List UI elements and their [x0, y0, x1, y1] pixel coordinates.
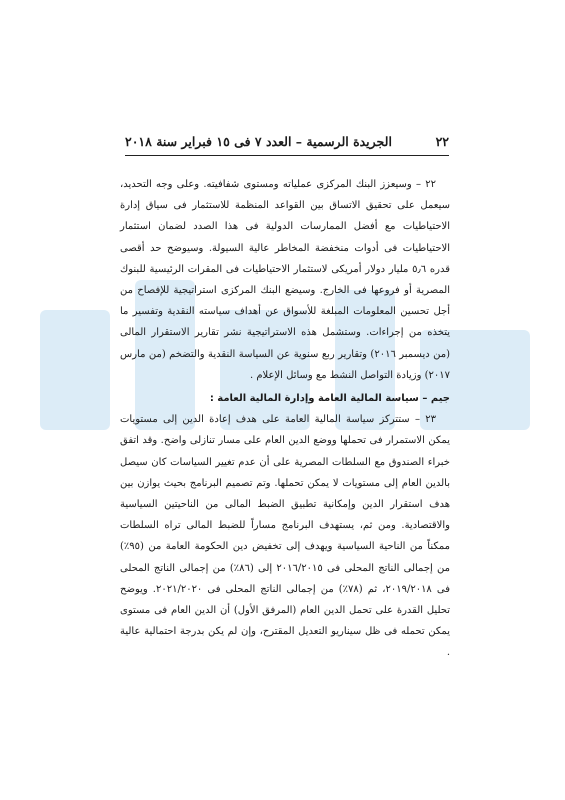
body-text [120, 174, 450, 664]
section-heading: جيم – سياسة المالية العامة وإدارة المالية العامة : [209, 393, 450, 405]
page-number: ٢٢ [435, 133, 449, 149]
issue-info: الجريدة الرسمية – العدد ٧ فى ١٥ فبراير سنة ٢٠١٨ [125, 133, 392, 149]
header-divider [125, 155, 449, 156]
page-header [125, 130, 449, 152]
paragraph-22: ٢٢ – وسيعزز البنك المركزى عملياته ومستوى شفافيته. وعلى وجه التحديد، سيعمل على تحقيق الاتساق بين القواعد المنظمة للاستثمار فى سياق إدارة الاحتياطيات مع أفضل الممارسات الدولية فى هذا الصدد لضمان استثمار الاحتياطيات فى أدوات منخفضة المخاطر عالية السيولة. وسيوضح حد أقصى قدره ٥٫٦ مليار دولار أمريكى لاستثمار الاحتياطيات فى المقرات الرئيسية للبنوك المصرية أو فروعها فى الخارج. وسيضع البنك المركزى استراتيجية للإفصاح من أجل تحسين المعلومات المبلغة للأسواق عن أهداف سياسته النقدية وتفسير ما يتخذه من إجراءات. وستشمل هذه الاستراتيجية نشر تقارير الاستقرار المالى (من ديسمبر ٢٠١٦) وتقارير ربع سنوية عن السياسة النقدية والتضخم (من مارس ٢٠١٧) وزيادة التواصل النشط مع وسائل الإعلام . [120, 179, 451, 381]
paragraph-23: ٢٣ – ستتركز سياسة المالية العامة على هدف إعادة الدين إلى مستويات يمكن الاستمرار فى تحملها ووضع الدين العام على مسار تنازلى واضح. وقد اتفق خبراء الصندوق مع السلطات المصرية على أن عدم تغيير السياسات كان سيصل بالدين العام إلى مستويات لا يمكن تحملها. وتم تصميم البرنامج بحيث يوازن بين هدف استقرار الدين وإمكانية تطبيق الضبط المالى من الناحيتين السياسية والاقتصادية. ومن ثم، يستهدف البرنامج مساراً للضبط المالى تراه السلطات ممكناً من الناحية السياسية ويهدف إلى تخفيض دين الحكومة العامة من (٩٥٪) من إجمالى الناتج المحلى فى ٢٠١٦/٢٠١٥ إلى (٨٦٪) من إجمالى الناتج المحلى فى ٢٠١٩/٢٠١٨، ثم (٧٨٪) من إجمالى الناتج المحلى فى ٢٠٢١/٢٠٢٠. ويوضح تحليل القدرة على تحمل الدين العام (المرفق الأول) أن الدين العام فى مستوى يمكن تحمله فى ظل سيناريو التعديل المقترح، وإن لم يكن بدرجة احتمالية عالية . [120, 414, 450, 659]
